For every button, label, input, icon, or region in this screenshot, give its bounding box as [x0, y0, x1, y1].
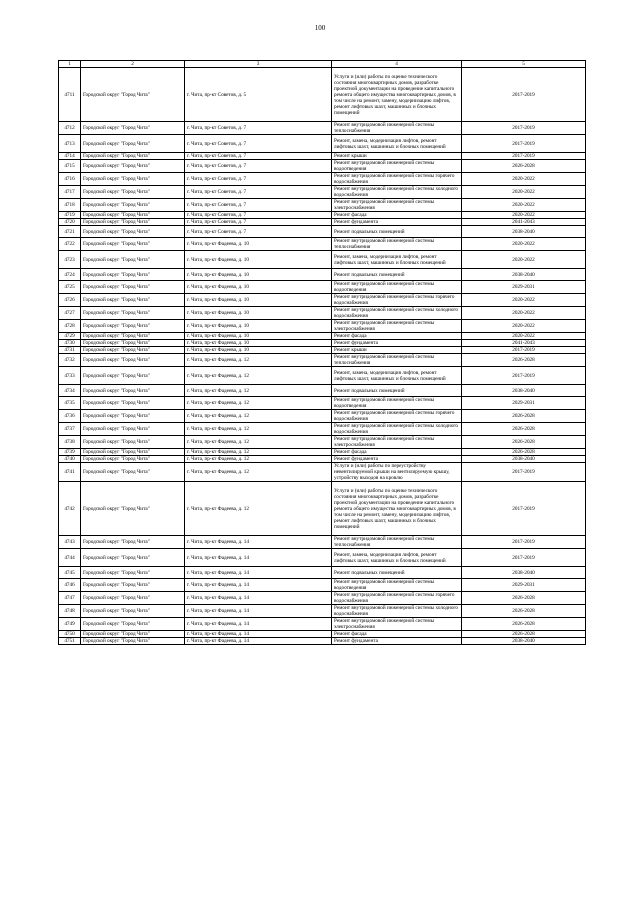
work-type-cell: Ремонт внутридомовой инженерной системы электроснабжения	[332, 618, 462, 631]
period-cell: 2017-2019	[462, 536, 586, 549]
table-row	[59, 536, 586, 549]
period-cell: 2026-2028	[462, 605, 586, 618]
municipality-cell: Городской округ "Город Чита"	[81, 592, 185, 605]
work-type-cell: Ремонт внутридомовой инженерной системы горячего водоснабжения	[332, 294, 462, 307]
work-type-cell: Ремонт фасада	[332, 449, 462, 456]
period-cell: 2017-2019	[462, 482, 586, 536]
row-number: 4724	[59, 269, 81, 281]
address-cell: г. Чита, пр-кт Советов, д. 7	[185, 186, 332, 199]
municipality-cell: Городской округ "Город Чита"	[81, 219, 185, 226]
row-number: 4732	[59, 354, 81, 367]
work-type-cell: Ремонт внутридомовой инженерной системы холодного водоснабжения	[332, 605, 462, 618]
municipality-cell: Городской округ "Город Чита"	[81, 269, 185, 281]
period-cell: 2017-2019	[462, 68, 586, 122]
work-type-cell: Ремонт внутридомовой инженерной системы холодного водоснабжения	[332, 423, 462, 436]
period-cell: 2026-2028	[462, 436, 586, 449]
work-type-cell: Ремонт внутридомовой инженерной системы горячего водоснабжения	[332, 592, 462, 605]
work-type-cell: Ремонт фундамента	[332, 456, 462, 463]
address-cell: г. Чита, пр-кт Фадеева, д. 14	[185, 536, 332, 549]
address-cell: г. Чита, пр-кт Советов, д. 7	[185, 173, 332, 186]
row-number: 4711	[59, 68, 81, 122]
column-header: 4	[332, 61, 462, 68]
municipality-cell: Городской округ "Город Чита"	[81, 463, 185, 482]
address-cell: г. Чита, пр-кт Фадеева, д. 12	[185, 397, 332, 410]
table-row	[59, 226, 586, 238]
municipality-cell: Городской округ "Город Чита"	[81, 333, 185, 340]
municipality-cell: Городской округ "Город Чита"	[81, 385, 185, 397]
work-type-cell: Ремонт внутридомовой инженерной системы электроснабжения	[332, 199, 462, 212]
work-type-cell: Ремонт внутридомовой инженерной системы теплоснабжения	[332, 122, 462, 135]
column-header: 3	[185, 61, 332, 68]
table-row	[59, 631, 586, 638]
period-cell: 2017-2019	[462, 463, 586, 482]
address-cell: г. Чита, пр-кт Фадеева, д. 12	[185, 385, 332, 397]
period-cell: 2017-2019	[462, 367, 586, 385]
period-cell: 2020-2022	[462, 251, 586, 269]
row-number: 4751	[59, 638, 81, 645]
period-cell: 2029-2031	[462, 397, 586, 410]
municipality-cell: Городской округ "Город Чита"	[81, 340, 185, 347]
work-type-cell: Ремонт внутридомовой инженерной системы водоотведения	[332, 397, 462, 410]
table-row	[59, 423, 586, 436]
work-type-cell: Ремонт, замена, модернизация лифтов, ремонт лифтовых шахт, машинных и блочных помещений	[332, 549, 462, 567]
address-cell: г. Чита, пр-кт Советов, д. 7	[185, 219, 332, 226]
period-cell: 2026-2028	[462, 354, 586, 367]
municipality-cell: Городской округ "Город Чита"	[81, 307, 185, 320]
address-cell: г. Чита, пр-кт Советов, д. 7	[185, 199, 332, 212]
address-cell: г. Чита, пр-кт Фадеева, д. 10	[185, 347, 332, 354]
table-row	[59, 199, 586, 212]
table-row	[59, 347, 586, 354]
table-row	[59, 173, 586, 186]
municipality-cell: Городской округ "Город Чита"	[81, 122, 185, 135]
row-number: 4739	[59, 449, 81, 456]
address-cell: г. Чита, пр-кт Фадеева, д. 10	[185, 340, 332, 347]
row-number: 4726	[59, 294, 81, 307]
page-number: 100	[314, 24, 326, 32]
period-cell: 2020-2022	[462, 238, 586, 251]
period-cell: 2029-2031	[462, 579, 586, 592]
row-number: 4749	[59, 618, 81, 631]
table-row	[59, 449, 586, 456]
period-cell: 2026-2028	[462, 423, 586, 436]
address-cell: г. Чита, пр-кт Фадеева, д. 12	[185, 423, 332, 436]
work-type-cell: Ремонт фундамента	[332, 340, 462, 347]
municipality-cell: Городской округ "Город Чита"	[81, 160, 185, 173]
table-row	[59, 251, 586, 269]
row-number: 4744	[59, 549, 81, 567]
table-row	[59, 463, 586, 482]
work-type-cell: Услуги и (или) работы по оценке технического состояния многоквартирных домов, разработке проектной документации на проведение капитального ремонта общего имущества многоквартирных домов, в том числе на ремонт, замену, модернизацию лифтов, ремонт лифтовых шахт, машинных и блочных помещений	[332, 482, 462, 536]
address-cell: г. Чита, пр-кт Советов, д. 5	[185, 68, 332, 122]
municipality-cell: Городской округ "Город Чита"	[81, 436, 185, 449]
work-type-cell: Ремонт подвальных помещений	[332, 385, 462, 397]
table-row	[59, 186, 586, 199]
row-number: 4714	[59, 153, 81, 160]
table-row	[59, 320, 586, 333]
municipality-cell: Городской округ "Город Чита"	[81, 320, 185, 333]
municipality-cell: Городской округ "Город Чита"	[81, 238, 185, 251]
municipality-cell: Городской округ "Город Чита"	[81, 135, 185, 153]
column-header: 1	[59, 61, 81, 68]
municipality-cell: Городской округ "Город Чита"	[81, 354, 185, 367]
row-number: 4727	[59, 307, 81, 320]
period-cell: 2029-2031	[462, 281, 586, 294]
table-row	[59, 605, 586, 618]
address-cell: г. Чита, пр-кт Фадеева, д. 12	[185, 436, 332, 449]
work-type-cell: Ремонт фасада	[332, 333, 462, 340]
period-cell: 2017-2019	[462, 153, 586, 160]
address-cell: г. Чита, пр-кт Фадеева, д. 14	[185, 638, 332, 645]
work-type-cell: Ремонт, замена, модернизация лифтов, ремонт лифтовых шахт, машинных и блочных помещений	[332, 367, 462, 385]
municipality-cell: Городской округ "Город Чита"	[81, 482, 185, 536]
work-type-cell: Ремонт внутридомовой инженерной системы теплоснабжения	[332, 536, 462, 549]
work-type-cell: Ремонт крыши	[332, 347, 462, 354]
row-number: 4750	[59, 631, 81, 638]
row-number: 4712	[59, 122, 81, 135]
address-cell: г. Чита, пр-кт Фадеева, д. 14	[185, 631, 332, 638]
table-row	[59, 592, 586, 605]
period-cell: 2038-2040	[462, 638, 586, 645]
address-cell: г. Чита, пр-кт Фадеева, д. 12	[185, 449, 332, 456]
municipality-cell: Городской округ "Город Чита"	[81, 618, 185, 631]
address-cell: г. Чита, пр-кт Фадеева, д. 14	[185, 605, 332, 618]
row-number: 4716	[59, 173, 81, 186]
row-number: 4713	[59, 135, 81, 153]
municipality-cell: Городской округ "Город Чита"	[81, 549, 185, 567]
row-number: 4722	[59, 238, 81, 251]
row-number: 4715	[59, 160, 81, 173]
municipality-cell: Городской округ "Город Чита"	[81, 423, 185, 436]
column-header: 5	[462, 61, 586, 68]
address-cell: г. Чита, пр-кт Советов, д. 7	[185, 135, 332, 153]
period-cell: 2026-2028	[462, 592, 586, 605]
municipality-cell: Городской округ "Город Чита"	[81, 251, 185, 269]
table-row	[59, 333, 586, 340]
row-number: 4729	[59, 333, 81, 340]
table-row	[59, 436, 586, 449]
municipality-cell: Городской округ "Город Чита"	[81, 567, 185, 579]
municipality-cell: Городской округ "Город Чита"	[81, 456, 185, 463]
work-type-cell: Услуги и (или) работы по оценке технического состояния многоквартирных домов, разработке проектной документации на проведение капитального ремонта общего имущества многоквартирных домов, в том числе на ремонт, замену, модернизацию лифтов, ремонт лифтовых шахт, машинных и блочных помещений	[332, 68, 462, 122]
row-number: 4737	[59, 423, 81, 436]
work-type-cell: Ремонт внутридомовой инженерной системы холодного водоснабжения	[332, 186, 462, 199]
period-cell: 2026-2028	[462, 410, 586, 423]
row-number: 4728	[59, 320, 81, 333]
period-cell: 2041-2043	[462, 340, 586, 347]
address-cell: г. Чита, пр-кт Фадеева, д. 12	[185, 367, 332, 385]
table-row	[59, 307, 586, 320]
row-number: 4736	[59, 410, 81, 423]
work-type-cell: Ремонт фундамента	[332, 638, 462, 645]
work-type-cell: Ремонт фундамента	[332, 219, 462, 226]
period-cell: 2038-2040	[462, 385, 586, 397]
period-cell: 2038-2040	[462, 226, 586, 238]
period-cell: 2038-2040	[462, 456, 586, 463]
period-cell: 2020-2022	[462, 199, 586, 212]
table-row	[59, 354, 586, 367]
row-number: 4725	[59, 281, 81, 294]
address-cell: г. Чита, пр-кт Фадеева, д. 10	[185, 320, 332, 333]
row-number: 4741	[59, 463, 81, 482]
row-number: 4747	[59, 592, 81, 605]
work-type-cell: Услуги и (или) работы по переустройству невентилируемой крыши на вентилируемую крышу, устройству выходов на кровлю	[332, 463, 462, 482]
table-row	[59, 579, 586, 592]
municipality-cell: Городской округ "Город Чита"	[81, 579, 185, 592]
municipality-cell: Городской округ "Город Чита"	[81, 281, 185, 294]
address-cell: г. Чита, пр-кт Фадеева, д. 12	[185, 482, 332, 536]
address-cell: г. Чита, пр-кт Фадеева, д. 10	[185, 269, 332, 281]
work-type-cell: Ремонт внутридомовой инженерной системы горячего водоснабжения	[332, 410, 462, 423]
row-number: 4719	[59, 212, 81, 219]
address-cell: г. Чита, пр-кт Фадеева, д. 10	[185, 294, 332, 307]
table-row	[59, 385, 586, 397]
table-header-row	[59, 61, 586, 68]
municipality-cell: Городской округ "Город Чита"	[81, 449, 185, 456]
work-type-cell: Ремонт внутридомовой инженерной системы холодного водоснабжения	[332, 307, 462, 320]
address-cell: г. Чита, пр-кт Фадеева, д. 10	[185, 251, 332, 269]
table-row	[59, 567, 586, 579]
municipality-cell: Городской округ "Город Чита"	[81, 638, 185, 645]
address-cell: г. Чита, пр-кт Фадеева, д. 10	[185, 333, 332, 340]
table-row	[59, 638, 586, 645]
row-number: 4743	[59, 536, 81, 549]
work-type-cell: Ремонт, замена, модернизация лифтов, ремонт лифтовых шахт, машинных и блочных помещений	[332, 251, 462, 269]
row-number: 4717	[59, 186, 81, 199]
address-cell: г. Чита, пр-кт Советов, д. 7	[185, 160, 332, 173]
municipality-cell: Городской округ "Город Чита"	[81, 536, 185, 549]
row-number: 4721	[59, 226, 81, 238]
address-cell: г. Чита, пр-кт Фадеева, д. 10	[185, 238, 332, 251]
municipality-cell: Городской округ "Город Чита"	[81, 199, 185, 212]
municipality-cell: Городской округ "Город Чита"	[81, 397, 185, 410]
period-cell: 2038-2040	[462, 269, 586, 281]
row-number: 4738	[59, 436, 81, 449]
work-type-cell: Ремонт крыши	[332, 153, 462, 160]
period-cell: 2026-2028	[462, 449, 586, 456]
address-cell: г. Чита, пр-кт Советов, д. 7	[185, 226, 332, 238]
municipality-cell: Городской округ "Город Чита"	[81, 631, 185, 638]
table-body	[59, 68, 586, 645]
row-number: 4720	[59, 219, 81, 226]
municipality-cell: Городской округ "Город Чита"	[81, 367, 185, 385]
table-row	[59, 410, 586, 423]
work-type-cell: Ремонт внутридомовой инженерной системы теплоснабжения	[332, 238, 462, 251]
period-cell: 2017-2019	[462, 122, 586, 135]
address-cell: г. Чита, пр-кт Фадеева, д. 14	[185, 592, 332, 605]
table-row	[59, 340, 586, 347]
table-row	[59, 367, 586, 385]
row-number: 4746	[59, 579, 81, 592]
table-row	[59, 238, 586, 251]
address-cell: г. Чита, пр-кт Советов, д. 7	[185, 122, 332, 135]
period-cell: 2020-2022	[462, 173, 586, 186]
row-number: 4730	[59, 340, 81, 347]
row-number: 4740	[59, 456, 81, 463]
municipality-cell: Городской округ "Город Чита"	[81, 153, 185, 160]
row-number: 4748	[59, 605, 81, 618]
table-row	[59, 135, 586, 153]
row-number: 4742	[59, 482, 81, 536]
table-row	[59, 219, 586, 226]
address-cell: г. Чита, пр-кт Фадеева, д. 14	[185, 579, 332, 592]
municipality-cell: Городской округ "Город Чита"	[81, 410, 185, 423]
municipality-cell: Городской округ "Город Чита"	[81, 347, 185, 354]
work-type-cell: Ремонт внутридомовой инженерной системы горячего водоснабжения	[332, 173, 462, 186]
period-cell: 2017-2019	[462, 135, 586, 153]
period-cell: 2020-2022	[462, 212, 586, 219]
address-cell: г. Чита, пр-кт Фадеева, д. 10	[185, 281, 332, 294]
period-cell: 2038-2040	[462, 567, 586, 579]
table-row	[59, 281, 586, 294]
work-type-cell: Ремонт подвальных помещений	[332, 567, 462, 579]
row-number: 4745	[59, 567, 81, 579]
work-type-cell: Ремонт внутридомовой инженерной системы водоотведения	[332, 579, 462, 592]
work-type-cell: Ремонт внутридомовой инженерной системы водоотведения	[332, 281, 462, 294]
work-type-cell: Ремонт, замена, модернизация лифтов, ремонт лифтовых шахт, машинных и блочных помещений	[332, 135, 462, 153]
municipality-cell: Городской округ "Город Чита"	[81, 294, 185, 307]
work-type-cell: Ремонт подвальных помещений	[332, 226, 462, 238]
period-cell: 2026-2028	[462, 631, 586, 638]
municipality-cell: Городской округ "Город Чита"	[81, 173, 185, 186]
table-row	[59, 294, 586, 307]
period-cell: 2020-2022	[462, 307, 586, 320]
work-type-cell: Ремонт фасада	[332, 631, 462, 638]
table-row	[59, 122, 586, 135]
table-row	[59, 160, 586, 173]
municipality-cell: Городской округ "Город Чита"	[81, 605, 185, 618]
period-cell: 2020-2022	[462, 320, 586, 333]
period-cell: 2017-2019	[462, 549, 586, 567]
row-number: 4718	[59, 199, 81, 212]
row-number: 4734	[59, 385, 81, 397]
table-row	[59, 153, 586, 160]
period-cell: 2026-2028	[462, 618, 586, 631]
table-row	[59, 456, 586, 463]
address-cell: г. Чита, пр-кт Советов, д. 7	[185, 212, 332, 219]
work-type-cell: Ремонт внутридомовой инженерной системы электроснабжения	[332, 320, 462, 333]
address-cell: г. Чита, пр-кт Фадеева, д. 12	[185, 456, 332, 463]
table-row	[59, 549, 586, 567]
repair-schedule-table	[58, 60, 586, 645]
address-cell: г. Чита, пр-кт Фадеева, д. 14	[185, 618, 332, 631]
address-cell: г. Чита, пр-кт Фадеева, д. 12	[185, 354, 332, 367]
work-type-cell: Ремонт внутридомовой инженерной системы водоотведения	[332, 160, 462, 173]
address-cell: г. Чита, пр-кт Фадеева, д. 12	[185, 463, 332, 482]
row-number: 4723	[59, 251, 81, 269]
address-cell: г. Чита, пр-кт Фадеева, д. 12	[185, 410, 332, 423]
work-type-cell: Ремонт подвальных помещений	[332, 269, 462, 281]
table-row	[59, 269, 586, 281]
work-type-cell: Ремонт внутридомовой инженерной системы теплоснабжения	[332, 354, 462, 367]
table-row	[59, 212, 586, 219]
column-header: 2	[81, 61, 185, 68]
address-cell: г. Чита, пр-кт Фадеева, д. 10	[185, 307, 332, 320]
period-cell: 2020-2022	[462, 186, 586, 199]
address-cell: г. Чита, пр-кт Фадеева, д. 14	[185, 549, 332, 567]
address-cell: г. Чита, пр-кт Фадеева, д. 14	[185, 567, 332, 579]
row-number: 4733	[59, 367, 81, 385]
period-cell: 2026-2028	[462, 160, 586, 173]
table-row	[59, 482, 586, 536]
period-cell: 2017-2019	[462, 347, 586, 354]
municipality-cell: Городской округ "Город Чита"	[81, 186, 185, 199]
municipality-cell: Городской округ "Город Чита"	[81, 68, 185, 122]
period-cell: 2041-2043	[462, 219, 586, 226]
table-row	[59, 68, 586, 122]
row-number: 4731	[59, 347, 81, 354]
period-cell: 2020-2022	[462, 333, 586, 340]
table-row	[59, 618, 586, 631]
period-cell: 2020-2022	[462, 294, 586, 307]
municipality-cell: Городской округ "Город Чита"	[81, 226, 185, 238]
table-row	[59, 397, 586, 410]
work-type-cell: Ремонт фасада	[332, 212, 462, 219]
work-type-cell: Ремонт внутридомовой инженерной системы электроснабжения	[332, 436, 462, 449]
municipality-cell: Городской округ "Город Чита"	[81, 212, 185, 219]
address-cell: г. Чита, пр-кт Советов, д. 7	[185, 153, 332, 160]
row-number: 4735	[59, 397, 81, 410]
